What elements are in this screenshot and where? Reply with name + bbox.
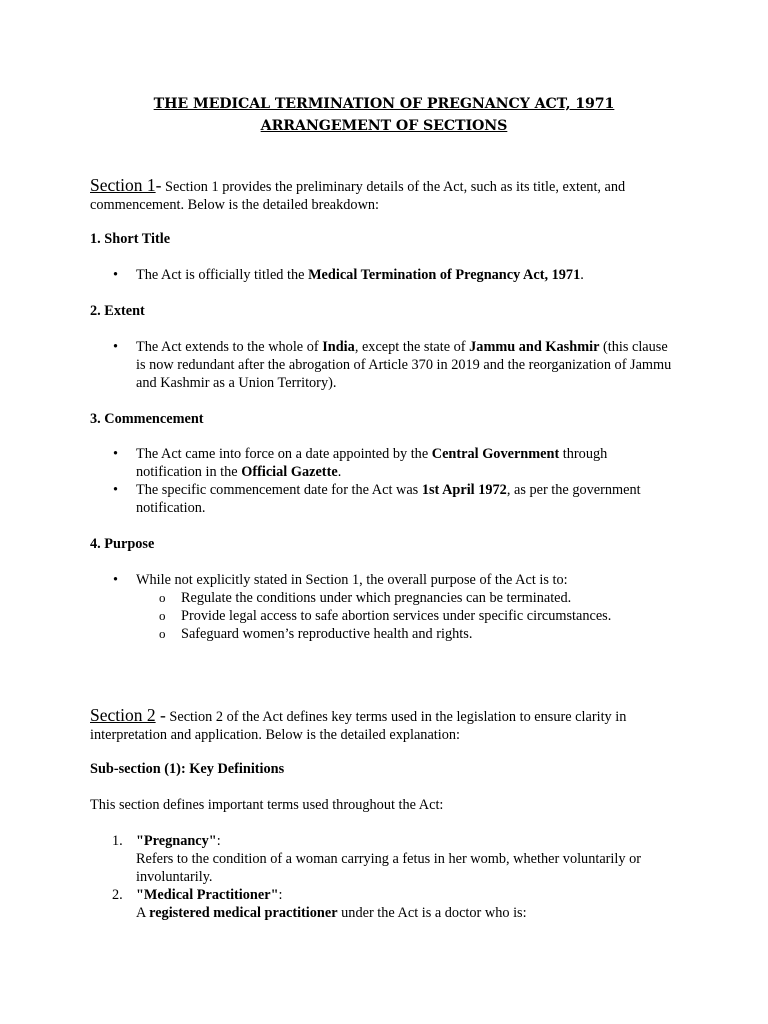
purpose-sub-item: Safeguard women’s reproductive health and rights. — [181, 626, 473, 642]
purpose-heading: 4. Purpose — [90, 536, 155, 552]
list-number: 2. — [112, 887, 123, 903]
section-1-label: Section 1 — [90, 175, 156, 195]
document-title: THE MEDICAL TERMINATION OF PREGNANCY ACT, 1971 — [153, 96, 615, 112]
commencement-bullet-2: The specific commencement date for the Act was 1st April 1972, as per the government notification. — [136, 482, 641, 516]
sub-bullet-icon: o — [159, 608, 166, 623]
bullet-icon: • — [113, 482, 119, 498]
key-definitions-heading: Sub-section (1): Key Definitions — [90, 761, 285, 777]
definition-pregnancy: "Pregnancy": Refers to the condition of a woman carrying a fetus in her womb, whether voluntarily or involuntarily. — [136, 833, 642, 885]
commencement-bullet-1: The Act came into force on a date appointed by the Central Government through notification in the Official Gazette. — [136, 446, 608, 480]
short-title-heading: 1. Short Title — [90, 231, 171, 247]
document-subtitle: ARRANGEMENT OF SECTIONS — [260, 118, 508, 134]
purpose-sub-item: Regulate the conditions under which pregnancies can be terminated. — [181, 590, 572, 606]
bullet-icon: • — [113, 267, 119, 283]
short-title-bullet: The Act is officially titled the Medical Termination of Pregnancy Act, 1971. — [136, 267, 584, 283]
list-number: 1. — [112, 833, 123, 849]
purpose-sub-item: Provide legal access to safe abortion services under specific circumstances. — [181, 608, 612, 624]
section-1-intro: Section 1- Section 1 provides the preliminary details of the Act, such as its title, extent, and commencement. Below is the detailed breakdown: — [90, 175, 626, 213]
extent-heading: 2. Extent — [90, 303, 145, 319]
bullet-icon: • — [113, 572, 119, 588]
definition-medical-practitioner: "Medical Practitioner": A registered medical practitioner under the Act is a doctor who is: — [136, 887, 527, 921]
section-2-intro: Section 2 - Section 2 of the Act defines key terms used in the legislation to ensure clarity in interpretation and application. Below is the detailed explanation: — [90, 705, 627, 743]
section-2-label: Section 2 — [90, 705, 156, 725]
purpose-bullet: While not explicitly stated in Section 1, the overall purpose of the Act is to: — [136, 572, 568, 588]
sub-bullet-icon: o — [159, 590, 166, 605]
definitions-intro: This section defines important terms used throughout the Act: — [90, 797, 444, 813]
extent-bullet: The Act extends to the whole of India, except the state of Jammu and Kashmir (this clause is now redundant after the abrogation of Article 370 in 2019 and the reorganization of Jammu and Kashmir as a Union Territory). — [136, 339, 672, 391]
commencement-heading: 3. Commencement — [90, 411, 204, 427]
bullet-icon: • — [113, 339, 119, 355]
bullet-icon: • — [113, 446, 119, 462]
sub-bullet-icon: o — [159, 626, 166, 641]
